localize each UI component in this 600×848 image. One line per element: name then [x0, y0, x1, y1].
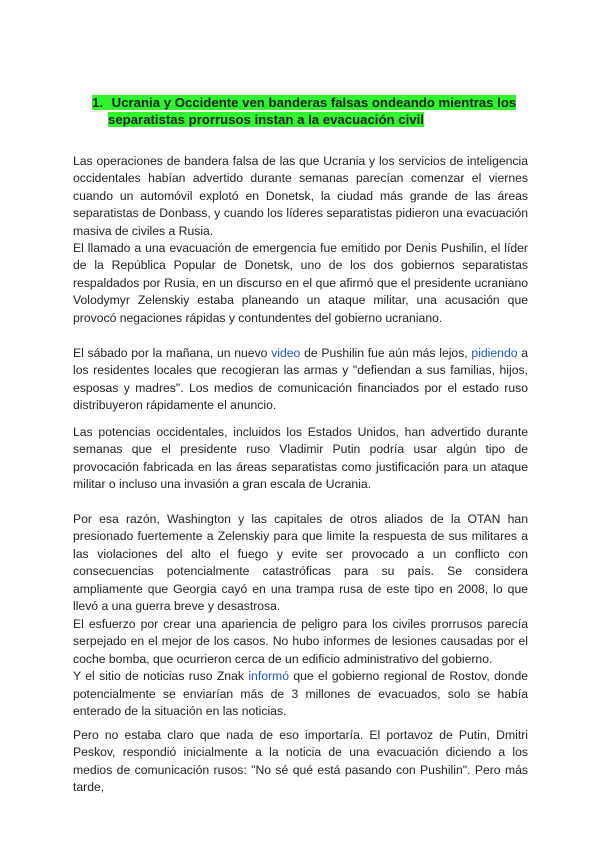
pidiendo-link[interactable]: pidiendo [471, 346, 518, 360]
paragraph-5: Por esa razón, Washington y las capitales de otros aliados de la OTAN han presionado fuertemente a Zelenskiy para que limite la respuesta de sus militares a las violaciones del alto el fuego y evite ser provocado a un conflicto con consecuencias potencialmente catastróficas para su país. Se considera ampliamente que Georgia cayó en una trampa rusa de este tipo en 2008, lo que llevó a una guerra breve y desastrosa. [73, 512, 528, 614]
heading-number: 1. [92, 95, 103, 110]
informo-link[interactable]: informó [248, 669, 289, 684]
video-link[interactable]: video [271, 346, 301, 360]
paragraph-6-text-a: El esfuerzo por crear una apariencia de peligro para los civiles prorrusos parecía serpejado en el mejor de los casos. No hubo informes de lesiones causadas por el coche bomba, que ocurrieron cerca de un edificio administrativo del gobierno. [73, 617, 528, 666]
paragraph-1: Las operaciones de bandera falsa de las que Ucrania y los servicios de inteligencia occidentales habían advertido durante semanas parecían comenzar el viernes cuando un automóvil explotó en Donetsk, la ciudad más grande de las áreas separatistas de Donbass, y cuando los líderes separatistas pidieron una evacuación masiva de civiles a Rusia. [73, 154, 528, 238]
paragraph-3-text-b: de Pushilin fue aún más lejos, [304, 346, 468, 360]
paragraph-6-text-b1: Y el sitio de noticias ruso Znak [73, 669, 244, 684]
heading-line-2: separatistas prorrusos instan a la evacuación civil [108, 112, 424, 127]
paragraph-4: Las potencias occidentales, incluidos los Estados Unidos, han advertido durante semanas que el presidente ruso Vladimir Putin podría usar algún tipo de provocación fabricada en las áreas separatistas como justificación para un ataque militar o incluso una invasión a gran escala de Ucrania. [73, 425, 528, 492]
paragraph-2: El llamado a una evacuación de emergencia fue emitido por Denis Pushilin, el líder de la República Popular de Donetsk, uno de los dos gobiernos separatistas respaldados por Rusia, en un discurso en el que afirmó que el presidente ucraniano Volodymyr Zelenskiy estaba planeando un ataque militar, una acusación que provocó negaciones rápidas y contundentes del gobierno ucraniano. [73, 241, 528, 325]
paragraph-3-text-c: a los residentes locales que recogieran las armas y "defiendan a sus familias, hijos, esposas y madres". Los medios de comunicación financiados por el estado ruso distribuyeron rápidamente el anuncio. [73, 346, 529, 413]
paragraph-3 [73, 345, 528, 415]
heading-line-1: Ucrania y Occidente ven banderas falsas ondeando mientras los [111, 95, 517, 110]
paragraph-6 [73, 616, 528, 720]
paragraph-3-text-a: El sábado por la mañana, un nuevo [73, 346, 268, 360]
section-heading [92, 94, 532, 128]
paragraph-6-text-b2: que el gobierno regional de Rostov, donde potencialmente se enviarían más de 3 millones de evacuados, solo se había enterado de la situación en las noticias. [73, 669, 529, 719]
paragraph-7: Pero no estaba claro que nada de eso importaría. El portavoz de Putin, Dmitri Peskov, respondió inicialmente a la noticia de una evacuación diciendo a los medios de comunicación rusos: "No sé qué está pasando con Pushilin". Pero más tarde, [73, 728, 528, 795]
